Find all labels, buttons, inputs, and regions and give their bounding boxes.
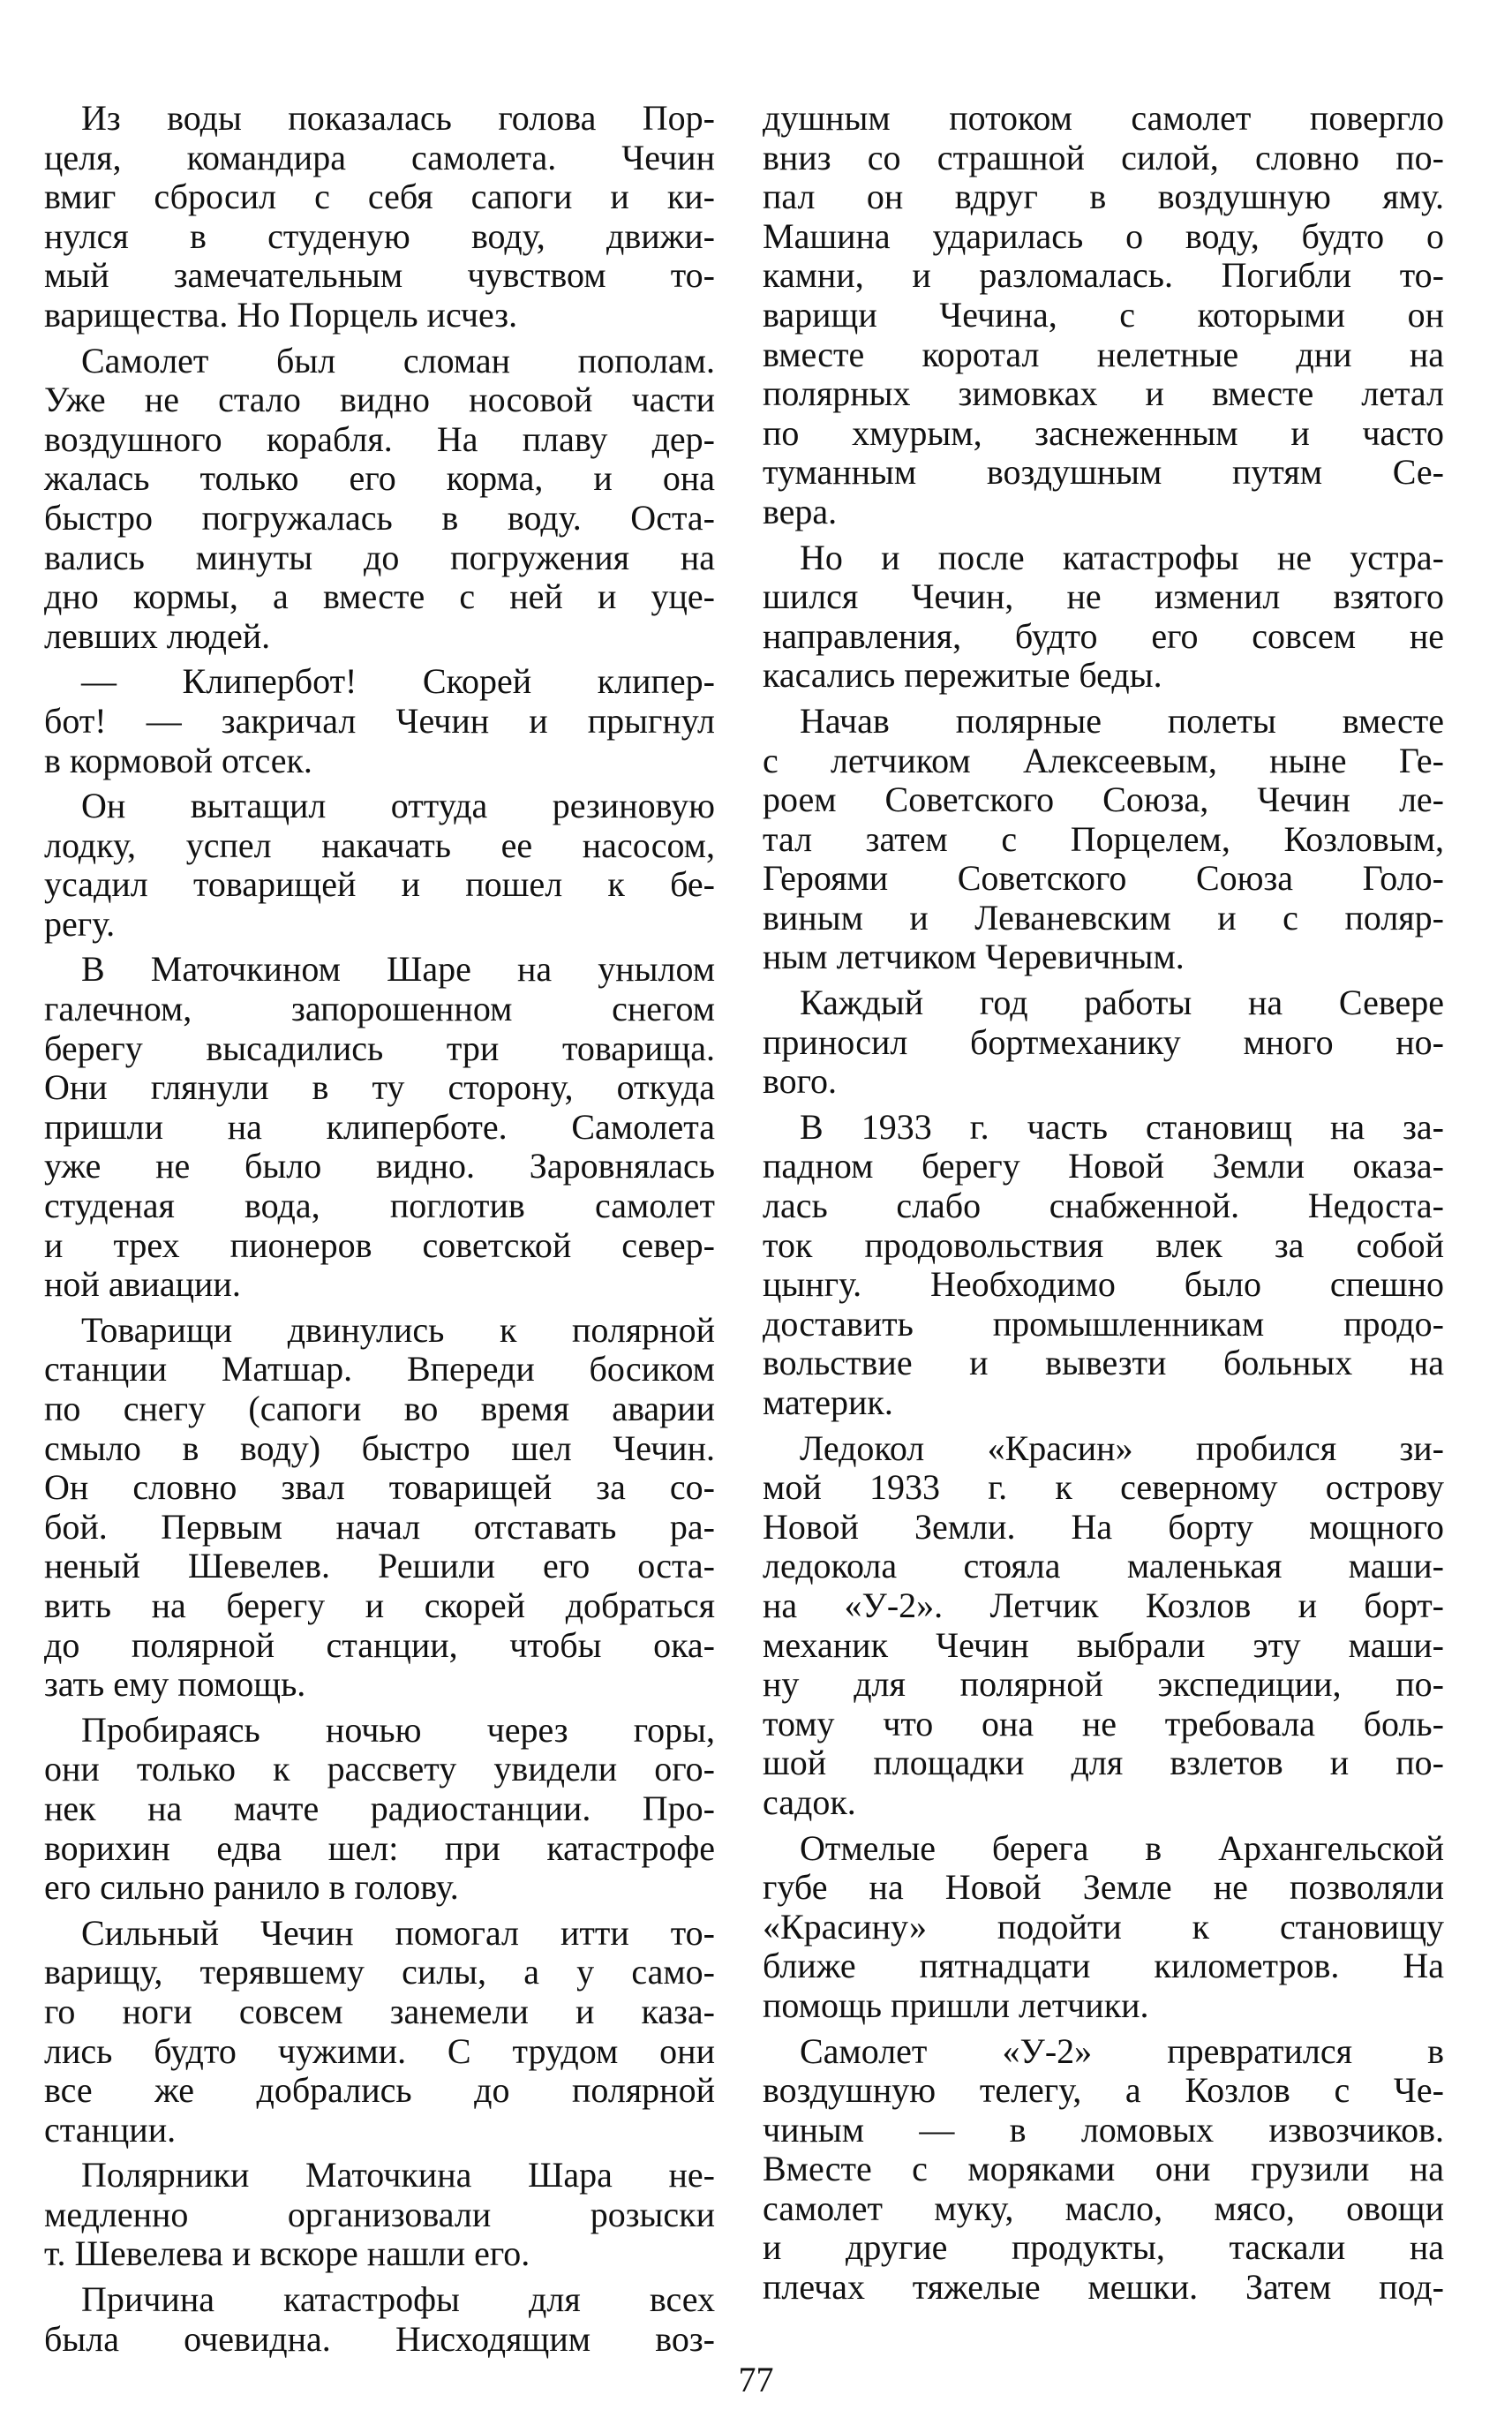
text-line: вить на берегу и скорей добраться: [44, 1585, 715, 1625]
text-line: цынгу. Необходимо было спешно: [763, 1264, 1444, 1305]
text-line: и трех пионеров советской север-: [44, 1224, 715, 1265]
text-line: быстро погружалась в воду. Оста-: [44, 497, 715, 538]
text-line: Из воды показалась голова Пор-: [81, 98, 715, 138]
text-line: мый замечательным чувством то-: [44, 255, 715, 296]
text-line: Каждый год работы на Севере: [800, 983, 1444, 1023]
text-line: Ледокол «Красин» пробился зи-: [800, 1427, 1444, 1468]
text-line: Новой Земли. На борту мощного: [763, 1506, 1444, 1547]
text-line: они только к рассвету увидели ого-: [44, 1749, 715, 1789]
text-line: механик Чечин выбрали эту маши-: [763, 1624, 1444, 1665]
text-line: усадил товарищей и пошел к бе-: [44, 864, 715, 905]
text-line: направления, будто его совсем не: [763, 615, 1444, 656]
text-line: Вместе с моряками они грузили на: [763, 2149, 1444, 2189]
paragraph: [763, 538, 1444, 696]
paragraph: [44, 2280, 715, 2359]
text-line: тал затем с Порцелем, Козловым,: [763, 818, 1444, 859]
text-line: берегу высадились три товарища.: [44, 1028, 715, 1068]
paragraph: [44, 1311, 715, 1705]
text-line: тому что она не требовала боль-: [763, 1703, 1444, 1743]
text-line: была очевидна. Нисходящим воз-: [44, 2318, 715, 2359]
text-line: материк.: [763, 1382, 893, 1422]
paragraph: [763, 1829, 1444, 2026]
text-line: Причина катастрофы для всех: [81, 2279, 715, 2320]
text-line: воздушного корабля. На плаву дер-: [44, 418, 715, 459]
text-column-right: [763, 99, 1444, 2314]
text-line: ближе пятнадцати километров. На: [763, 1946, 1444, 1986]
text-line: пал он вдруг в воздушную яму.: [763, 177, 1444, 217]
text-line: его сильно ранило в голову.: [44, 1867, 459, 1908]
text-line: Уже не стало видно носовой части: [44, 380, 715, 420]
text-line: с летчиком Алексеевым, ныне Ге-: [763, 740, 1444, 780]
text-line: приносил бортмеханику много но-: [763, 1021, 1444, 1062]
text-line: все же добрались до полярной: [44, 2070, 715, 2111]
text-line: роем Советского Союза, Чечин ле-: [763, 779, 1444, 820]
paragraph: [44, 99, 715, 335]
text-line: доставить промышленникам продо-: [763, 1303, 1444, 1344]
text-line: Героями Советского Союза Голо-: [763, 858, 1444, 899]
text-column-left: [44, 99, 715, 2365]
text-line: — Клипербот! Скорей клипер-: [81, 661, 715, 702]
text-line: пришли на клиперботе. Самолета: [44, 1106, 715, 1147]
text-line: студеная вода, поглотив самолет: [44, 1186, 715, 1226]
text-line: бой. Первым начал отставать ра-: [44, 1506, 715, 1547]
page-number: 77: [738, 2360, 774, 2399]
paragraph: [44, 342, 715, 657]
text-line: варищи Чечина, с которыми он: [763, 294, 1444, 335]
text-line: варищу, терявшему силы, а у само-: [44, 1952, 715, 1992]
text-line: станции.: [44, 2109, 177, 2150]
text-line: Полярники Маточкина Шара не-: [81, 2155, 715, 2195]
text-line: на «У-2». Летчик Козлов и борт-: [763, 1585, 1444, 1625]
text-line: «Красину» подойти к становищу: [763, 1906, 1444, 1947]
text-line: целя, командира самолета. Чечин: [44, 137, 715, 177]
text-line: го ноги совсем занемели и каза-: [44, 1991, 715, 2031]
text-line: уже не было видно. Заровнялась: [44, 1146, 715, 1186]
text-line: нек на мачте радиостанции. Про-: [44, 1788, 715, 1828]
text-line: душным потоком самолет повергло: [763, 98, 1444, 138]
text-line: по хмурым, заснеженным и часто: [763, 412, 1444, 453]
text-line: лась слабо снабженной. Недоста-: [763, 1186, 1444, 1226]
text-line: В 1933 г. часть становищ на за-: [800, 1106, 1444, 1147]
text-line: лись будто чужими. С трудом они: [44, 2030, 715, 2071]
text-line: помощь пришли летчики.: [763, 1984, 1149, 2025]
text-line: т. Шевелева и вскоре нашли его.: [44, 2233, 530, 2274]
text-line: Самолет был сломан пополам.: [81, 340, 715, 380]
paragraph: [763, 2032, 1444, 2308]
text-line: шой площадки для взлетов и по-: [763, 1743, 1444, 1783]
text-line: и другие продукты, таскали на: [763, 2227, 1444, 2268]
text-line: бот! — закричал Чечин и прыгнул: [44, 700, 715, 741]
text-line: Пробираясь ночью через горы,: [81, 1709, 715, 1750]
paragraph: [44, 662, 715, 780]
text-line: Начав полярные полеты вместе: [800, 700, 1444, 741]
paragraph: [44, 2156, 715, 2274]
text-line: левших людей.: [44, 615, 271, 656]
text-line: камни, и разломалась. Погибли то-: [763, 255, 1444, 296]
text-line: неный Шевелев. Решили его оста-: [44, 1546, 715, 1586]
text-line: Товарищи двинулись к полярной: [81, 1309, 715, 1350]
text-line: лодку, успел накачать ее насосом,: [44, 825, 715, 865]
text-line: смыло в воду) быстро шел Чечин.: [44, 1427, 715, 1468]
text-line: В Маточкином Шаре на унылом: [81, 949, 715, 990]
text-line: ворихин едва шел: при катастрофе: [44, 1827, 715, 1868]
text-line: вались минуты до погружения на: [44, 537, 715, 577]
text-line: дно кормы, а вместе с ней и уце-: [44, 576, 715, 617]
text-line: регу.: [44, 903, 116, 944]
text-line: вого.: [763, 1061, 838, 1102]
text-line: по снегу (сапоги во время аварии: [44, 1389, 715, 1428]
text-line: галечном, запорошенном снегом: [44, 989, 715, 1029]
text-line: вниз со страшной силой, словно по-: [763, 137, 1444, 177]
text-line: варищества. Но Порцель исчез.: [44, 294, 518, 335]
paragraph: [763, 1429, 1444, 1823]
text-line: вера.: [763, 491, 838, 531]
text-line: виным и Леваневским и с поляр-: [763, 897, 1444, 938]
text-line: полярных зимовках и вместе летал: [763, 373, 1444, 414]
paragraph: [44, 1914, 715, 2150]
text-line: Он вытащил оттуда резиновую: [81, 786, 715, 826]
paragraph: [763, 702, 1444, 977]
text-line: воздушную телегу, а Козлов с Че-: [763, 2070, 1444, 2111]
text-line: самолет муку, масло, мясо, овощи: [763, 2188, 1444, 2228]
text-line: плечах тяжелые мешки. Затем под-: [763, 2267, 1444, 2308]
text-line: вольствие и вывезти больных на: [763, 1343, 1444, 1383]
text-line: касались пережитые беды.: [763, 655, 1162, 696]
text-line: Отмелые берега в Архангельской: [800, 1827, 1444, 1868]
text-line: ток продовольствия влек за собой: [763, 1224, 1444, 1265]
text-line: Машина ударилась о воду, будто о: [763, 215, 1444, 256]
paragraph: [44, 787, 715, 944]
text-line: Сильный Чечин помогал итти то-: [81, 1912, 715, 1953]
text-line: до полярной станции, чтобы ока-: [44, 1624, 715, 1665]
text-line: ну для полярной экспедиции, по-: [763, 1664, 1444, 1705]
text-line: медленно организовали розыски: [44, 2194, 715, 2234]
text-line: ной авиации.: [44, 1264, 241, 1305]
paragraph: [763, 99, 1444, 532]
text-line: Он словно звал товарищей за со-: [44, 1467, 715, 1508]
paragraph: [44, 1711, 715, 1908]
text-line: шился Чечин, не изменил взятого: [763, 576, 1444, 617]
text-line: мой 1933 г. к северному острову: [763, 1467, 1444, 1508]
text-line: Но и после катастрофы не устра-: [800, 537, 1444, 577]
text-line: чиным — в ломовых извозчиков.: [763, 2109, 1444, 2150]
text-line: зать ему помощь.: [44, 1664, 306, 1705]
text-line: ным летчиком Черевичным.: [763, 937, 1185, 977]
text-line: жалась только его корма, и она: [44, 458, 715, 499]
text-line: ледокола стояла маленькая маши-: [763, 1546, 1444, 1586]
text-line: Самолет «У-2» превратился в: [800, 2030, 1444, 2071]
text-line: садок.: [763, 1781, 856, 1822]
text-line: нулся в студеную воду, движи-: [44, 215, 715, 256]
text-line: вмиг сбросил с себя сапоги и ки-: [44, 177, 715, 217]
paragraph: [763, 1108, 1444, 1423]
text-line: падном берегу Новой Земли оказа-: [763, 1146, 1444, 1186]
paragraph: [44, 950, 715, 1304]
text-line: Они глянули в ту сторону, откуда: [44, 1067, 715, 1108]
paragraph: [763, 983, 1444, 1102]
text-line: губе на Новой Земле не позволяли: [763, 1867, 1444, 1908]
text-line: вместе коротал нелетные дни на: [763, 334, 1444, 374]
text-line: станции Матшар. Впереди босиком: [44, 1349, 715, 1389]
text-line: в кормовой отсек.: [44, 740, 312, 780]
text-line: туманным воздушным путям Се-: [763, 452, 1444, 493]
